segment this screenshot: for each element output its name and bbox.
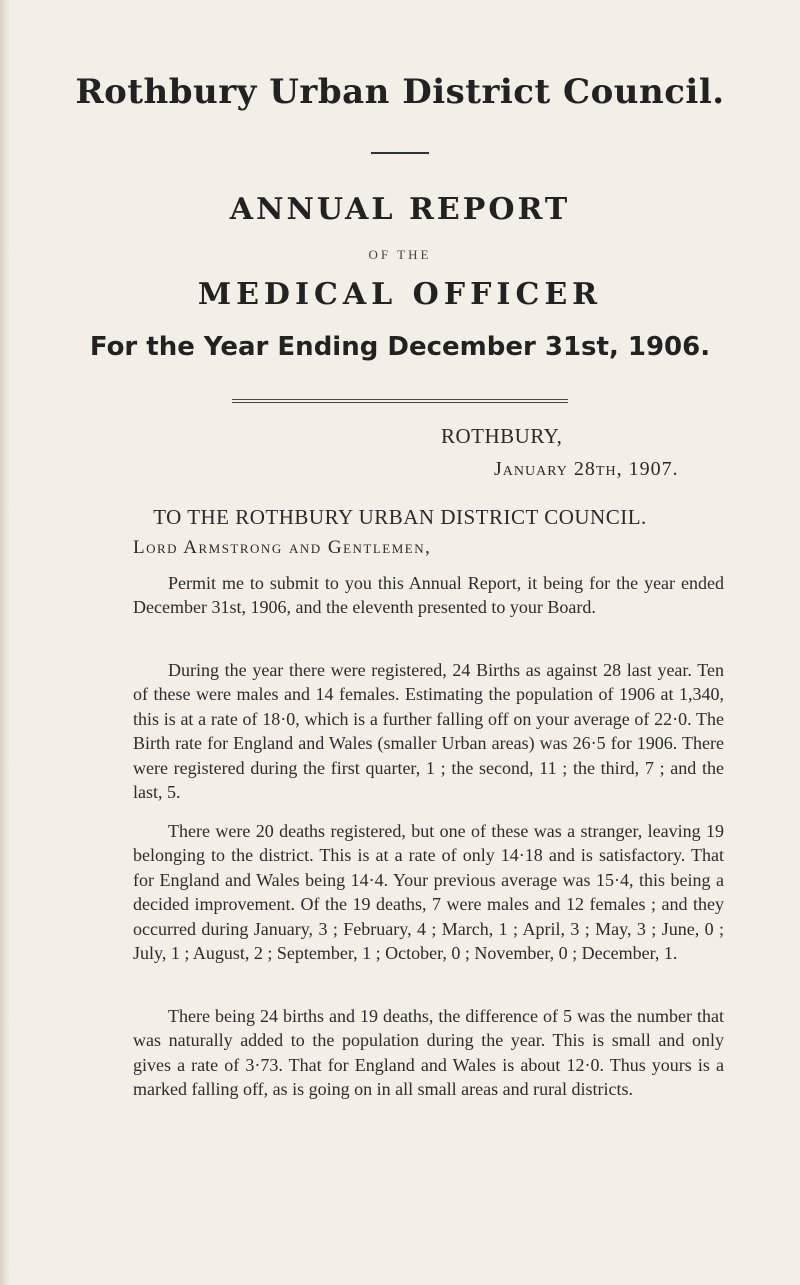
double-divider xyxy=(232,399,568,403)
paragraph-births: During the year there were registered, 24 Births as against 28 last year. Ten of these were males and 14 females. Estimating the population of 1906 at 1,340, this is at a rate of 18·0, which is a further falling off on your average of 22·0. The Birth rate for England and Wales (smaller Urban areas) was 26·5 for 1906. There were registered during the first quarter, 1 ; the second, 11 ; the third, 7 ; and the last, 5. xyxy=(133,660,724,803)
paragraph-increase: There being 24 births and 19 deaths, the difference of 5 was the number that was naturally added to the population during the year. This is small and only gives a rate of 3·73. That for England and Wales is about 12·0. Thus yours is a marked falling off, as is going on in all small areas and rural districts. xyxy=(133,1006,724,1100)
letter-place: ROTHBURY, xyxy=(441,424,563,448)
letter-addressee: TO THE ROTHBURY URBAN DISTRICT COUNCIL. xyxy=(153,505,647,529)
officer-title: MEDICAL OFFICER xyxy=(197,277,603,312)
of-the-label: OF THE xyxy=(368,247,432,262)
letter-date: January 28th, 1907. xyxy=(494,458,679,480)
letter-salutation: Lord Armstrong and Gentlemen, xyxy=(133,537,432,558)
short-divider xyxy=(371,152,429,154)
council-title: Rothbury Urban District Council. xyxy=(75,72,725,112)
paragraph-intro: Permit me to submit to you this Annual Report, it being for the year ended December 31st, 1906, and the eleventh presented to your Board. xyxy=(133,573,724,618)
report-title: ANNUAL REPORT xyxy=(229,192,571,227)
year-ending-heading: For the Year Ending December 31st, 1906. xyxy=(89,332,711,362)
paragraph-deaths: There were 20 deaths registered, but one of these was a stranger, leaving 19 belonging to the district. This is at a rate of only 14·18 and is satisfactory. That for England and Wales being 14·4. Your previous average was 15·4, this being a decided improvement. Of the 19 deaths, 7 were males and 12 females ; and they occurred during January, 3 ; February, 4 ; March, 1 ; April, 3 ; May, 3 ; June, 0 ; July, 1 ; August, 2 ; September, 1 ; October, 0 ; November, 0 ; December, 1. xyxy=(133,821,724,964)
